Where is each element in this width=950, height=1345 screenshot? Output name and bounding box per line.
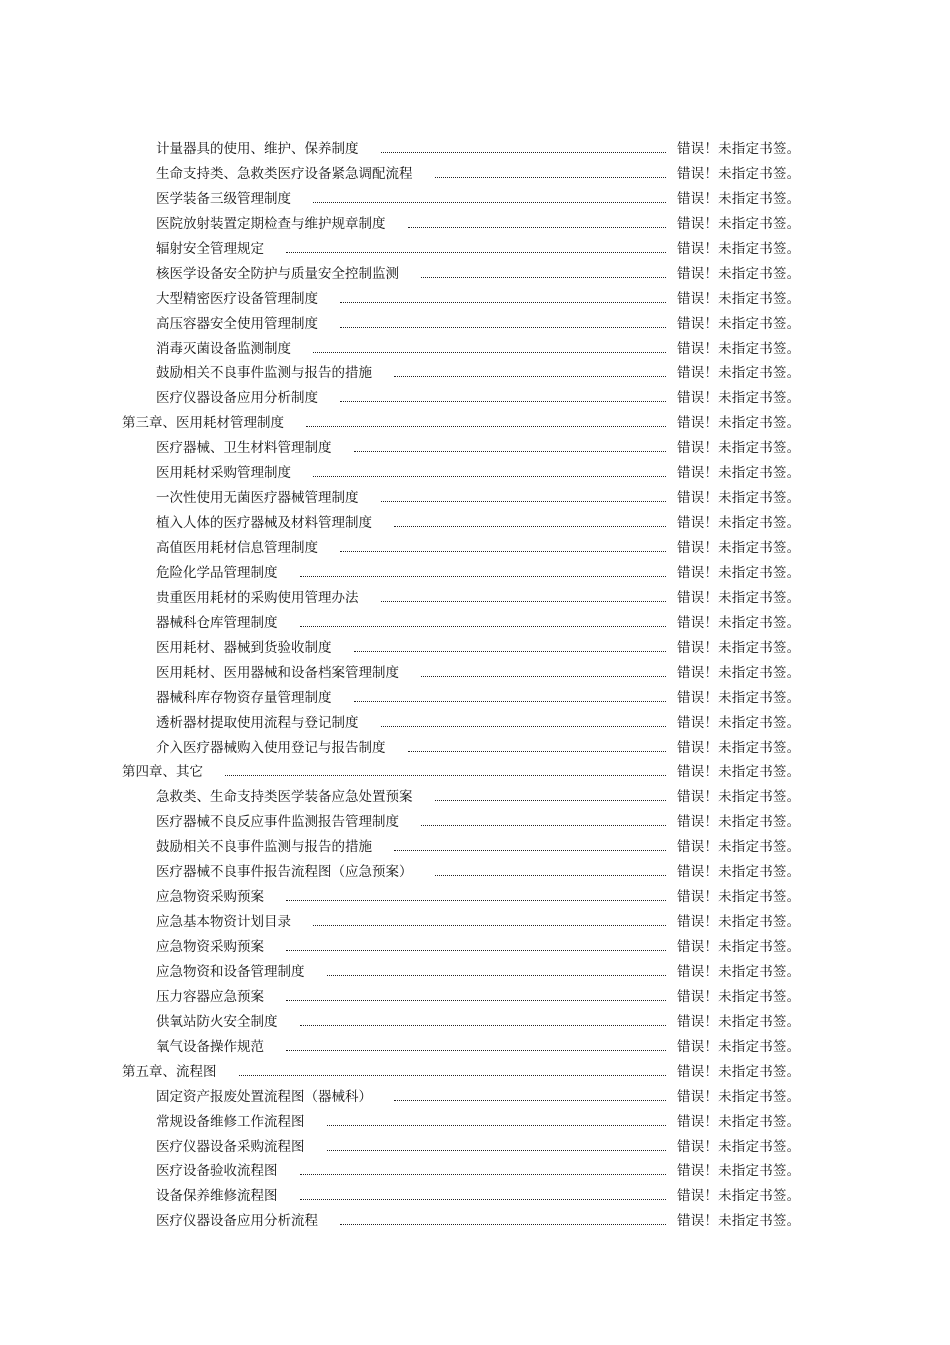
toc-dot-leader — [340, 302, 666, 303]
toc-entry-title: 医疗仪器设备应用分析流程 — [156, 1209, 318, 1234]
toc-entry-title: 应急物资和设备管理制度 — [156, 960, 305, 985]
toc-entry-title: 高压容器安全使用管理制度 — [156, 312, 318, 337]
toc-page-reference: 错误！未指定书签。 — [677, 215, 801, 232]
toc-entry-title: 医疗器械、卫生材料管理制度 — [156, 436, 332, 461]
toc-section-entry[interactable] — [0, 1085, 950, 1110]
toc-section-entry[interactable] — [0, 162, 950, 187]
toc-page-reference: 错误！未指定书签。 — [677, 789, 801, 806]
toc-page-reference: 错误！未指定书签。 — [677, 190, 801, 207]
toc-entry-title: 消毒灭菌设备监测制度 — [156, 337, 291, 362]
toc-page-reference: 错误！未指定书签。 — [677, 265, 801, 282]
toc-entry-title: 贵重医用耗材的采购使用管理办法 — [156, 586, 359, 611]
toc-page-reference: 错误！未指定书签。 — [677, 639, 801, 656]
toc-entry-title: 计量器具的使用、维护、保养制度 — [156, 137, 359, 162]
toc-dot-leader — [313, 925, 666, 926]
toc-dot-leader — [340, 1224, 666, 1225]
toc-dot-leader — [327, 1125, 666, 1126]
toc-page-reference: 错误！未指定书签。 — [677, 589, 801, 606]
toc-page-reference: 错误！未指定书签。 — [677, 914, 801, 931]
toc-dot-leader — [394, 376, 666, 377]
toc-section-entry[interactable] — [0, 785, 950, 810]
toc-dot-leader — [286, 950, 666, 951]
toc-dot-leader — [354, 451, 666, 452]
toc-dot-leader — [381, 726, 666, 727]
toc-page-reference: 错误！未指定书签。 — [677, 415, 801, 432]
toc-page-reference: 错误！未指定书签。 — [677, 365, 801, 382]
toc-entry-title: 核医学设备安全防护与质量安全控制监测 — [156, 262, 399, 287]
toc-dot-leader — [300, 626, 666, 627]
toc-section-entry[interactable] — [0, 1209, 950, 1234]
toc-dot-leader — [239, 1075, 666, 1076]
toc-section-entry[interactable] — [0, 711, 950, 736]
toc-page-reference: 错误！未指定书签。 — [677, 939, 801, 955]
toc-dot-leader — [394, 850, 666, 851]
toc-entry-title: 鼓励相关不良事件监测与报告的措施 — [156, 835, 372, 860]
toc-page-reference: 错误！未指定书签。 — [677, 963, 801, 980]
toc-section-entry[interactable] — [0, 910, 950, 935]
toc-entry-title: 生命支持类、急救类医疗设备紧急调配流程 — [156, 162, 413, 187]
toc-page-reference: 错误！未指定书签。 — [677, 564, 801, 581]
toc-dot-leader — [394, 526, 666, 527]
toc-section-entry[interactable] — [0, 586, 950, 611]
toc-entry-title: 危险化学品管理制度 — [156, 561, 278, 586]
toc-dot-leader — [381, 501, 666, 502]
toc-section-entry[interactable] — [0, 137, 950, 162]
toc-page-reference: 错误！未指定书签。 — [677, 1063, 801, 1080]
toc-section-entry[interactable] — [0, 461, 950, 486]
toc-dot-leader — [381, 152, 666, 153]
toc-entry-title: 医学装备三级管理制度 — [156, 187, 291, 212]
toc-section-entry[interactable] — [0, 536, 950, 561]
toc-section-entry[interactable] — [0, 960, 950, 985]
toc-page-reference: 错误！未指定书签。 — [677, 1188, 801, 1205]
toc-entry-title: 大型精密医疗设备管理制度 — [156, 287, 318, 312]
toc-section-entry[interactable] — [0, 1159, 950, 1184]
toc-section-entry[interactable] — [0, 1184, 950, 1209]
toc-page-reference: 错误！未指定书签。 — [677, 465, 801, 482]
toc-page-reference: 错误！未指定书签。 — [677, 889, 801, 906]
toc-page-reference: 错误！未指定书签。 — [677, 141, 801, 157]
toc-section-entry[interactable] — [0, 361, 950, 386]
toc-page-reference: 错误！未指定书签。 — [677, 515, 801, 532]
toc-page-reference: 错误！未指定书签。 — [677, 839, 801, 856]
toc-page-reference: 错误！未指定书签。 — [677, 340, 801, 357]
toc-section-entry[interactable] — [0, 636, 950, 661]
toc-entry-title: 固定资产报废处置流程图（器械科） — [156, 1085, 372, 1110]
toc-page-reference: 错误！未指定书签。 — [677, 764, 801, 781]
toc-page-reference: 错误！未指定书签。 — [677, 814, 801, 831]
toc-section-entry[interactable] — [0, 337, 950, 362]
toc-entry-title: 鼓励相关不良事件监测与报告的措施 — [156, 361, 372, 386]
toc-entry-title: 辐射安全管理规定 — [156, 237, 264, 262]
toc-dot-leader — [286, 1050, 666, 1051]
toc-entry-title: 医疗仪器设备应用分析制度 — [156, 386, 318, 411]
toc-page-reference: 错误！未指定书签。 — [677, 490, 801, 507]
toc-entry-title: 高值医用耗材信息管理制度 — [156, 536, 318, 561]
toc-entry-title: 第五章、流程图 — [122, 1060, 217, 1085]
toc-page-reference: 错误！未指定书签。 — [677, 1013, 801, 1030]
toc-entry-title: 供氧站防火安全制度 — [156, 1010, 278, 1035]
toc-dot-leader — [286, 1000, 666, 1001]
toc-section-entry[interactable] — [0, 187, 950, 212]
toc-dot-leader — [300, 1199, 666, 1200]
toc-entry-title: 应急基本物资计划目录 — [156, 910, 291, 935]
toc-section-entry[interactable] — [0, 386, 950, 411]
toc-section-entry[interactable] — [0, 935, 950, 960]
toc-section-entry[interactable] — [0, 885, 950, 910]
toc-page-reference: 错误！未指定书签。 — [677, 440, 801, 457]
toc-entry-title: 一次性使用无菌医疗器械管理制度 — [156, 486, 359, 511]
toc-page-reference: 错误！未指定书签。 — [677, 165, 801, 182]
toc-page-reference: 错误！未指定书签。 — [677, 1038, 801, 1055]
toc-page-reference: 错误！未指定书签。 — [677, 315, 801, 332]
toc-dot-leader — [421, 277, 666, 278]
toc-entry-title: 植入人体的医疗器械及材料管理制度 — [156, 511, 372, 536]
toc-page-reference: 错误！未指定书签。 — [677, 540, 801, 556]
toc-chapter-entry[interactable] — [0, 760, 950, 785]
toc-entry-title: 医疗仪器设备采购流程图 — [156, 1135, 305, 1160]
toc-section-entry[interactable] — [0, 436, 950, 461]
table-of-contents — [0, 137, 950, 1234]
toc-section-entry[interactable] — [0, 736, 950, 761]
toc-section-entry[interactable] — [0, 312, 950, 337]
toc-dot-leader — [225, 775, 666, 776]
toc-entry-title: 常规设备维修工作流程图 — [156, 1110, 305, 1135]
toc-dot-leader — [300, 576, 666, 577]
toc-section-entry[interactable] — [0, 1035, 950, 1060]
toc-dot-leader — [354, 701, 666, 702]
toc-section-entry[interactable] — [0, 1135, 950, 1160]
toc-entry-title: 应急物资采购预案 — [156, 935, 264, 960]
toc-section-entry[interactable] — [0, 561, 950, 586]
toc-page-reference: 错误！未指定书签。 — [677, 1213, 801, 1230]
toc-section-entry[interactable] — [0, 810, 950, 835]
toc-entry-title: 设备保养维修流程图 — [156, 1184, 278, 1209]
toc-section-entry[interactable] — [0, 860, 950, 885]
toc-section-entry[interactable] — [0, 985, 950, 1010]
toc-dot-leader — [435, 800, 666, 801]
toc-dot-leader — [408, 751, 666, 752]
toc-dot-leader — [421, 676, 666, 677]
toc-entry-title: 医疗器械不良反应事件监测报告管理制度 — [156, 810, 399, 835]
toc-entry-title: 透析器材提取使用流程与登记制度 — [156, 711, 359, 736]
toc-page-reference: 错误！未指定书签。 — [677, 1163, 801, 1180]
toc-entry-title: 医疗器械不良事件报告流程图（应急预案） — [156, 860, 413, 885]
toc-page-reference: 错误！未指定书签。 — [677, 1138, 801, 1155]
toc-dot-leader — [435, 875, 666, 876]
toc-dot-leader — [340, 401, 666, 402]
toc-chapter-entry[interactable] — [0, 1060, 950, 1085]
toc-page-reference: 错误！未指定书签。 — [677, 689, 801, 706]
toc-entry-title: 器械科仓库管理制度 — [156, 611, 278, 636]
toc-entry-title: 医用耗材采购管理制度 — [156, 461, 291, 486]
toc-dot-leader — [306, 426, 666, 427]
toc-entry-title: 第三章、医用耗材管理制度 — [122, 411, 284, 436]
toc-page-reference: 错误！未指定书签。 — [677, 739, 801, 756]
toc-dot-leader — [421, 825, 666, 826]
toc-page-reference: 错误！未指定书签。 — [677, 290, 801, 307]
toc-page-reference: 错误！未指定书签。 — [677, 614, 801, 631]
toc-page-reference: 错误！未指定书签。 — [677, 390, 801, 407]
toc-dot-leader — [381, 601, 666, 602]
toc-entry-title: 第四章、其它 — [122, 760, 203, 785]
toc-page-reference: 错误！未指定书签。 — [677, 988, 801, 1005]
toc-section-entry[interactable] — [0, 611, 950, 636]
toc-dot-leader — [313, 352, 666, 353]
toc-section-entry[interactable] — [0, 835, 950, 860]
toc-page-reference: 错误！未指定书签。 — [677, 664, 801, 681]
toc-chapter-entry[interactable] — [0, 411, 950, 436]
toc-dot-leader — [340, 551, 666, 552]
toc-section-entry[interactable] — [0, 262, 950, 287]
toc-dot-leader — [340, 327, 666, 328]
toc-page-reference: 错误！未指定书签。 — [677, 714, 801, 731]
toc-entry-title: 压力容器应急预案 — [156, 985, 264, 1010]
toc-dot-leader — [354, 651, 666, 652]
toc-section-entry[interactable] — [0, 237, 950, 262]
toc-page-reference: 错误！未指定书签。 — [677, 864, 801, 881]
toc-section-entry[interactable] — [0, 287, 950, 312]
toc-section-entry[interactable] — [0, 486, 950, 511]
toc-page-reference: 错误！未指定书签。 — [677, 1088, 801, 1105]
toc-dot-leader — [313, 476, 666, 477]
toc-section-entry[interactable] — [0, 1010, 950, 1035]
toc-page-reference: 错误！未指定书签。 — [677, 1113, 801, 1130]
toc-dot-leader — [408, 227, 666, 228]
toc-dot-leader — [327, 1150, 666, 1151]
toc-section-entry[interactable] — [0, 1110, 950, 1135]
toc-dot-leader — [313, 202, 666, 203]
toc-dot-leader — [300, 1025, 666, 1026]
toc-entry-title: 介入医疗器械购入使用登记与报告制度 — [156, 736, 386, 761]
toc-dot-leader — [435, 177, 666, 178]
toc-dot-leader — [286, 900, 666, 901]
toc-section-entry[interactable] — [0, 661, 950, 686]
toc-dot-leader — [327, 975, 666, 976]
toc-entry-title: 医用耗材、器械到货验收制度 — [156, 636, 332, 661]
toc-entry-title: 医院放射装置定期检查与维护规章制度 — [156, 212, 386, 237]
toc-section-entry[interactable] — [0, 212, 950, 237]
toc-entry-title: 氧气设备操作规范 — [156, 1035, 264, 1060]
toc-entry-title: 医疗设备验收流程图 — [156, 1159, 278, 1184]
toc-dot-leader — [286, 252, 666, 253]
toc-entry-title: 器械科库存物资存量管理制度 — [156, 686, 332, 711]
toc-entry-title: 医用耗材、医用器械和设备档案管理制度 — [156, 661, 399, 686]
toc-dot-leader — [300, 1174, 666, 1175]
toc-entry-title: 急救类、生命支持类医学装备应急处置预案 — [156, 785, 413, 810]
toc-section-entry[interactable] — [0, 686, 950, 711]
toc-page-reference: 错误！未指定书签。 — [677, 240, 801, 257]
toc-dot-leader — [394, 1100, 666, 1101]
toc-entry-title: 应急物资采购预案 — [156, 885, 264, 910]
toc-section-entry[interactable] — [0, 511, 950, 536]
